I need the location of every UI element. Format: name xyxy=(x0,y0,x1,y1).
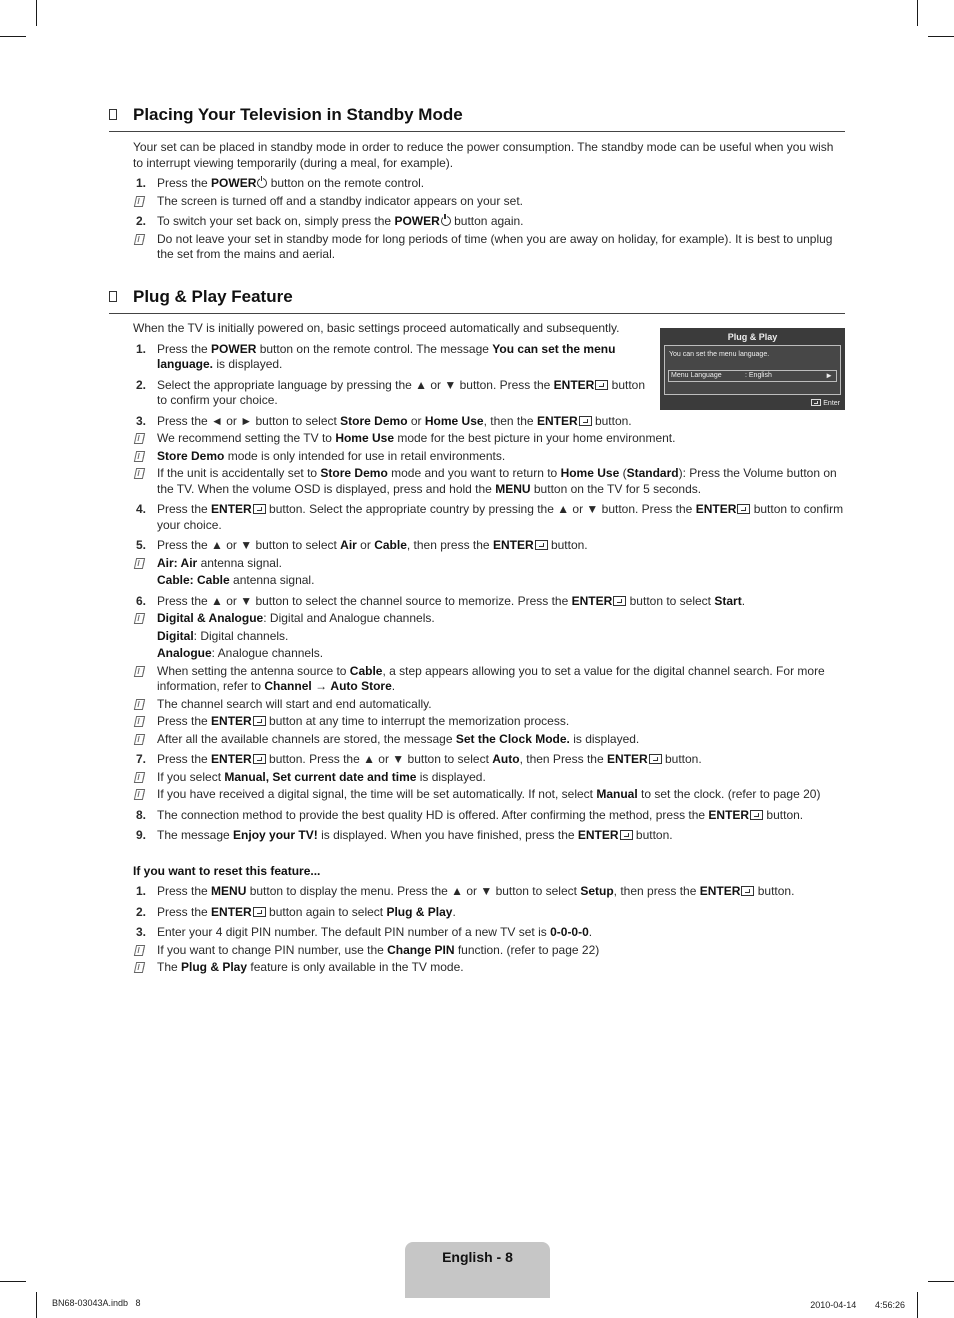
step-item xyxy=(133,594,845,610)
step-number: 2. xyxy=(136,377,147,392)
note-item xyxy=(133,943,845,959)
enter-icon xyxy=(737,504,750,514)
osd-row-value: : English xyxy=(745,372,772,379)
enter-icon xyxy=(595,380,608,390)
step-text: Enter your 4 digit PIN number. The default PIN number of a new TV set is 0-0-0-0. xyxy=(157,925,593,939)
step-item xyxy=(133,905,845,921)
step-text: Press the MENU button to display the menu. Press the ▲ or ▼ button to select Setup, then press the ENTER button. xyxy=(157,884,795,898)
note-icon xyxy=(134,945,145,956)
step-text: The connection method to provide the best quality HD is offered. After confirming the method, press the ENTER button. xyxy=(157,807,804,822)
note-item xyxy=(133,732,845,748)
crop-mark xyxy=(917,0,918,26)
note-text: Press the ENTER button at any time to interrupt the memorization process. xyxy=(157,714,570,728)
step-item xyxy=(133,342,653,373)
step-text: Press the ▲ or ▼ button to select Air or Cable, then press the ENTER button. xyxy=(157,538,588,552)
enter-icon xyxy=(253,754,266,764)
crop-mark xyxy=(0,1281,26,1282)
step-item xyxy=(133,502,845,533)
reset-heading: If you want to reset this feature... xyxy=(133,863,321,878)
section-title: Placing Your Television in Standby Mode xyxy=(133,105,463,124)
step-number: 3. xyxy=(136,413,147,428)
note-icon xyxy=(134,234,145,245)
intro-paragraph: Your set can be placed in standby mode in order to reduce the power consumption. The standby mode can be useful when you wish to interrupt viewing temporarily (during a meal, for example). xyxy=(133,140,834,170)
note-text: After all the available channels are stored, the message Set the Clock Mode. is displayed. xyxy=(157,731,640,746)
note-icon xyxy=(134,558,145,569)
enter-icon xyxy=(750,810,763,820)
note-icon xyxy=(134,196,145,207)
note-text: If the unit is accidentally set to Store Demo mode and you want to return to Home Use (Standard): Press the Volume button on the TV. When the volume OSD is displayed, press and hold the MENU button on the TV for 5 seconds. xyxy=(157,466,837,496)
note-item xyxy=(133,556,845,572)
note-item xyxy=(133,466,845,497)
step-item xyxy=(133,538,845,554)
step-number: 1. xyxy=(136,341,147,356)
crop-mark xyxy=(0,36,26,37)
section-header xyxy=(109,105,845,132)
note-icon xyxy=(134,666,145,677)
note-icon xyxy=(134,789,145,800)
step-item xyxy=(133,925,845,941)
section-body xyxy=(133,140,845,263)
step-text: Press the ENTER button again to select Plug & Play. xyxy=(157,904,456,919)
note-text: If you select Manual, Set current date and time is displayed. xyxy=(157,769,486,784)
crop-mark xyxy=(917,1292,918,1318)
step-text: Press the ◄ or ► button to select Store Demo or Home Use, then the ENTER button. xyxy=(157,413,632,428)
note-item xyxy=(133,960,845,976)
section-marker-icon xyxy=(109,109,117,120)
osd-row-label: Menu Language xyxy=(671,372,722,379)
note-icon xyxy=(134,772,145,783)
note-icon xyxy=(134,613,145,624)
step-number: 3. xyxy=(136,925,147,939)
step-item xyxy=(133,752,845,768)
step-number: 7. xyxy=(136,752,147,766)
step-number: 2. xyxy=(136,904,147,919)
step-text: Select the appropriate language by pressing the ▲ or ▼ button. Press the ENTER button to confirm your choice. xyxy=(157,377,646,407)
note-item xyxy=(133,664,845,695)
note-text: Digital & Analogue: Digital and Analogue channels. xyxy=(157,611,435,625)
note-text: The channel search will start and end automatically. xyxy=(157,696,432,711)
note-text: Air: Air antenna signal. xyxy=(157,555,282,570)
note-item xyxy=(133,697,845,713)
step-item xyxy=(133,884,845,900)
section-header xyxy=(109,287,845,314)
step-item xyxy=(133,214,845,230)
print-slug-right: 2010-04-14 ﾠ 4:56:26 xyxy=(810,1300,905,1310)
intro-paragraph: When the TV is initially powered on, basic settings proceed automatically and subsequently. xyxy=(133,321,620,335)
step-text: The message Enjoy your TV! is displayed. When you have finished, press the ENTER button. xyxy=(157,828,673,842)
step-text: To switch your set back on, simply press the POWER button again. xyxy=(157,214,524,228)
note-item xyxy=(133,232,845,263)
sub-note: Digital: Digital channels. xyxy=(157,628,289,643)
enter-icon xyxy=(649,754,662,764)
osd-title: Plug & Play xyxy=(727,332,778,342)
note-item xyxy=(133,611,845,627)
step-number: 4. xyxy=(136,502,147,516)
crop-mark xyxy=(928,36,954,37)
section-title: Plug & Play Feature xyxy=(133,287,293,306)
enter-icon xyxy=(613,596,626,606)
step-text: Press the ▲ or ▼ button to select the channel source to memorize. Press the ENTER button to select Start. xyxy=(157,593,746,608)
osd-message: You can set the menu language. xyxy=(669,351,770,358)
section-plug-and-play xyxy=(109,287,845,314)
osd-footer-label: Enter xyxy=(823,400,840,407)
step-number: 5. xyxy=(136,538,147,552)
enter-icon xyxy=(579,416,592,426)
note-icon xyxy=(134,699,145,710)
step-text: Press the ENTER button. Press the ▲ or ▼ button to select Auto, then Press the ENTER button. xyxy=(157,752,702,766)
note-text: If you have received a digital signal, the time will be set automatically. If not, select Manual to set the clock. (refer to page 20) xyxy=(157,787,821,801)
note-icon xyxy=(134,468,145,479)
section-standby xyxy=(109,105,845,261)
note-item xyxy=(133,194,845,210)
note-text: If you want to change PIN number, use the Change PIN function. (refer to page 22) xyxy=(157,942,600,957)
enter-icon xyxy=(253,716,266,726)
section-marker-icon xyxy=(109,291,117,302)
enter-icon xyxy=(253,504,266,514)
note-item xyxy=(133,787,845,803)
note-text: We recommend setting the TV to Home Use mode for the best picture in your home environment. xyxy=(157,431,676,445)
note-item xyxy=(133,431,845,447)
step-item xyxy=(133,808,845,824)
step-text: Press the POWER button on the remote control. xyxy=(157,176,425,190)
step-number: 2. xyxy=(136,214,147,228)
page-number-tab xyxy=(405,1242,550,1298)
step-number: 8. xyxy=(136,807,147,822)
power-icon xyxy=(257,178,267,188)
note-item xyxy=(133,449,845,465)
sub-note: Analogue: Analogue channels. xyxy=(157,646,324,660)
step-number: 6. xyxy=(136,593,147,608)
note-icon xyxy=(134,962,145,973)
note-text: When setting the antenna source to Cable, a step appears allowing you to set a value for the digital channel search. For more information, refer to Channel → Auto Store. xyxy=(157,663,825,693)
note-text: The screen is turned off and a standby indicator appears on your set. xyxy=(157,193,523,208)
crop-mark xyxy=(36,1292,37,1318)
note-text: Store Demo mode is only intended for use in retail environments. xyxy=(157,448,506,463)
note-icon xyxy=(134,451,145,462)
step-item xyxy=(133,176,845,192)
enter-icon xyxy=(620,830,633,840)
note-text: The Plug & Play feature is only available in the TV mode. xyxy=(157,960,464,974)
step-text: Press the POWER button on the remote control. The message You can set the menu language. is displayed. xyxy=(157,341,616,371)
note-icon xyxy=(134,734,145,745)
step-item xyxy=(133,414,845,430)
sub-note: Cable: Cable antenna signal. xyxy=(157,573,315,587)
note-text: Do not leave your set in standby mode for long periods of time (when you are away on holiday, for example). It is best to unplug the set from the mains and aerial. xyxy=(157,231,833,261)
note-icon xyxy=(134,716,145,727)
step-number: 1. xyxy=(136,884,147,898)
note-item xyxy=(133,770,845,786)
step-item xyxy=(133,378,653,409)
enter-icon xyxy=(253,907,266,917)
power-icon xyxy=(441,216,451,226)
page-label: English - 8 xyxy=(442,1249,513,1265)
step-text: Press the ENTER button. Select the appropriate country by pressing the ▲ or ▼ button. Press the ENTER button to confirm your choice. xyxy=(157,502,844,532)
note-icon xyxy=(134,433,145,444)
step-number: 1. xyxy=(136,176,147,190)
step-item xyxy=(133,828,845,844)
arrow-right-icon: ► xyxy=(825,371,833,380)
crop-mark xyxy=(928,1281,954,1282)
enter-icon xyxy=(535,540,548,550)
print-slug-left: BN68-03043A.indb 8 xyxy=(52,1298,141,1308)
note-item xyxy=(133,714,845,730)
step-number: 9. xyxy=(136,828,147,842)
enter-icon xyxy=(741,886,754,896)
crop-mark xyxy=(36,0,37,26)
section-body xyxy=(133,321,845,976)
